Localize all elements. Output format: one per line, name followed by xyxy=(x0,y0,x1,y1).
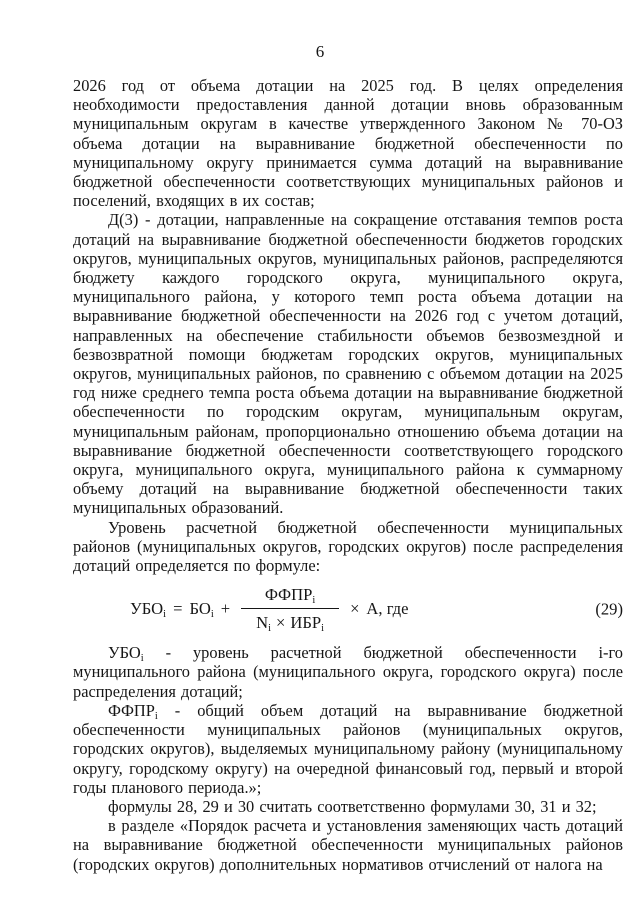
paragraph: Д(3) - дотации, направленные на сокращение отставания темпов роста дотаций на выравнивание бюджетной обеспеченности бюджетов городских округов, муниципальных округов, муниципальных районов, распределяются бюджету каждого городского округа, муниципального округа, муниципального района, у которого темп роста объема дотации на выравнивание бюджетной обеспеченности на 2026 год с учетом дотаций, направленных на обеспечение стабильности объемов безвозмездной и безвозвратной помощи бюджетам городских округов, муниципальных округов, муниципальных районов, по сравнению с объемом дотации на 2025 год ниже среднего темпа роста объема дотации на выравнивание бюджетной обеспеченности по городским округам, муниципальным округам, муниципальным районам, пропорционально отношению объема дотации на выравнивание бюджетной обеспеченности соответствующего городского округа, муниципального округа, муниципального района к суммарному объему дотаций на выравнивание бюджетной обеспеченности таких муниципальных образований. xyxy=(73,210,623,518)
paragraph: в разделе «Порядок расчета и установления заменяющих часть дотаций на выравнивание бюджетной обеспеченности муниципальных районов (городских округов) дополнительных нормативов отчислений от налога на xyxy=(73,816,623,874)
fraction-denominator xyxy=(241,609,339,635)
denominator-n-subscript: i xyxy=(268,623,272,635)
formula-tail: А, где xyxy=(366,599,409,619)
body-text-before-formula xyxy=(73,76,623,575)
formula-lhs xyxy=(130,599,167,621)
paragraph: 2026 год от объема дотации на 2025 год. В целях определения необходимости предоставления данной дотации вновь образованным муниципальным округам в качестве утвержденного Законом № 70-ОЗ объема дотации на выравнивание бюджетной обеспеченности по муниципальному округу принимается сумма дотаций на выравнивание бюджетной обеспеченности соответствующих муниципальных районов и поселений, входящих в их состав; xyxy=(73,76,623,211)
document-body xyxy=(73,76,623,874)
multiply-sign-denominator: × xyxy=(276,613,286,633)
formula-term-bo-base: БО xyxy=(189,599,211,619)
numerator-subscript: i xyxy=(312,595,316,607)
formula-lhs-subscript: i xyxy=(163,609,167,621)
paragraph: формулы 28, 29 и 30 считать соответственно формулами 30, 31 и 32; xyxy=(108,796,597,816)
paragraph: $ФФПР_i$ - общий объем дотаций на выравнивание бюджетной обеспеченности муниципальных районов (муниципальных округов, городских округов), выделяемых муниципальному району (муниципальному округу, городскому округу) на очередной финансовый год, первый и второй годы планового периода.»; xyxy=(73,700,623,797)
paragraph: $УБО_i$ - уровень расчетной бюджетной обеспеченности i-го муниципального района (муниципального округа, городского округа) после распределения дотаций; xyxy=(73,643,623,701)
multiply-sign: × xyxy=(350,599,360,619)
formula-term-bo-subscript: i xyxy=(210,609,214,621)
denominator-ibr-base: ИБР xyxy=(290,613,322,633)
page-number: 6 xyxy=(315,42,325,61)
paragraph: Уровень расчетной бюджетной обеспеченности муниципальных районов (муниципальных округов, городских округов) после распределения дотаций определяется по формуле: xyxy=(73,517,623,576)
plus-sign: + xyxy=(220,599,231,619)
formula-lhs-base: УБО xyxy=(130,599,164,619)
formula-fraction xyxy=(241,585,339,635)
formula-equation-number: (29) xyxy=(595,599,623,619)
formula-term-bo xyxy=(189,599,214,621)
denominator-n-base: N xyxy=(256,613,269,633)
equals-sign: = xyxy=(173,599,183,619)
denominator-ibr-subscript: i xyxy=(321,623,325,635)
numerator-base: ФФПР xyxy=(264,585,313,605)
formula-29 xyxy=(130,585,623,635)
fraction-numerator xyxy=(250,585,330,608)
body-text-after-formula xyxy=(73,643,623,873)
